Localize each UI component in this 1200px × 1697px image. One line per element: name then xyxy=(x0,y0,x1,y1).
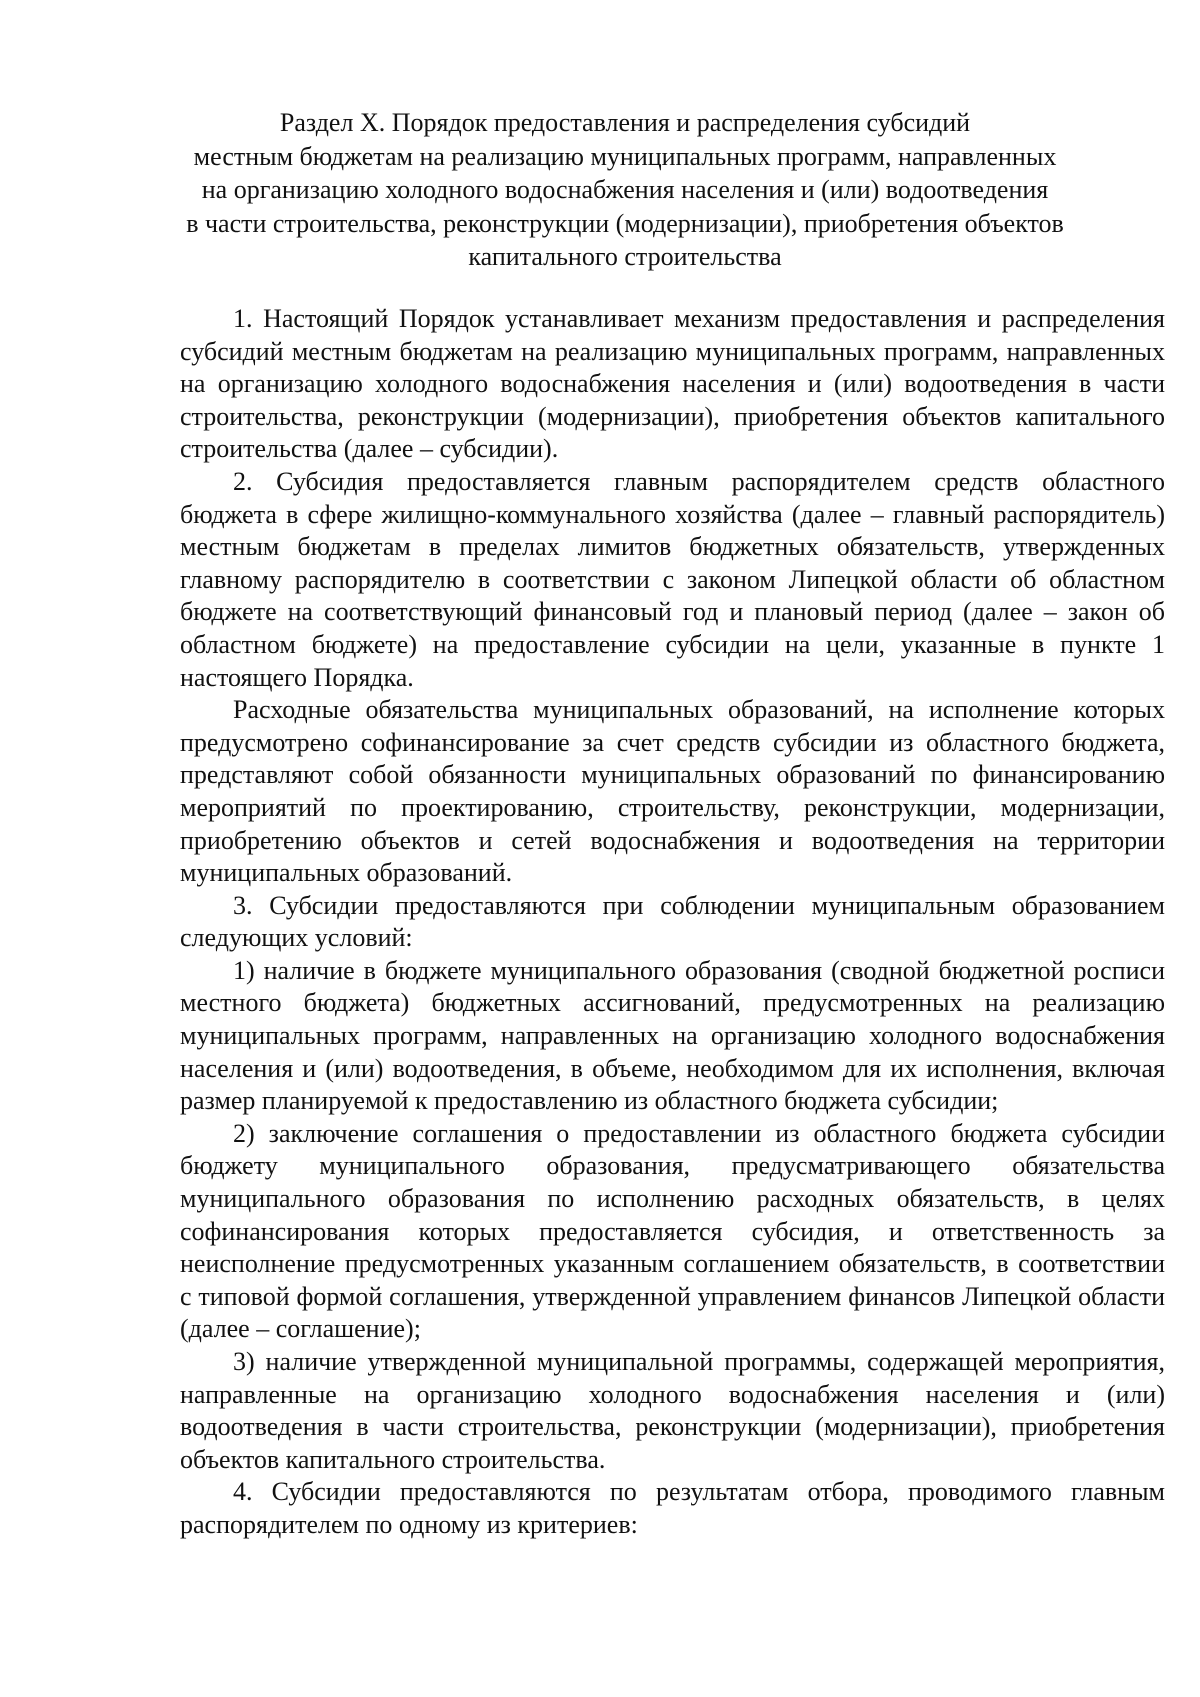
document-body xyxy=(180,303,1165,1542)
section-title-line: в части строительства, реконструкции (модернизации), приобретения объектов xyxy=(186,208,1064,238)
paragraph-condition-2: 2) заключение соглашения о предоставлении из областного бюджета субсидии бюджету муниципального образования, предусматривающего обязательства муниципального образования по исполнению расходных обязательств, в целях софинансирования которых предоставляется субсидия, и ответственность за неисполнение предусмотренных указанным соглашением обязательств, в соответствии с типовой формой соглашения, утвержденной управлением финансов Липецкой области (далее – соглашение); xyxy=(180,1118,1165,1344)
section-title-line: на организацию холодного водоснабжения населения и (или) водоотведения xyxy=(201,175,1049,204)
paragraph-expense-obligations: Расходные обязательства муниципальных образований, на исполнение которых предусмотрено софинансирование за счет средств субсидии из областного бюджета, представляют собой обязанности муниципальных образований по финансированию мероприятий по проектированию, строительству, реконструкции, модернизации, приобретению объектов и сетей водоснабжения и водоотведения на территории муниципальных образований. xyxy=(180,695,1165,888)
paragraph-item-3: 3. Субсидии предоставляются при соблюдении муниципальным образованием следующих условий: xyxy=(180,890,1165,953)
section-title-line: местным бюджетам на реализацию муниципальных программ, направленных xyxy=(193,141,1057,171)
section-title-line: капитального строительства xyxy=(468,242,782,271)
section-title xyxy=(160,106,1090,274)
paragraph-item-1: 1. Настоящий Порядок устанавливает механизм предоставления и распределения субсидий местным бюджетам на реализацию муниципальных программ, направленных на организацию холодного водоснабжения населения и (или) водоотведения в части строительства, реконструкции (модернизации), приобретения объектов капитального строительства (далее – субсидии). xyxy=(180,304,1165,464)
paragraph-item-2: 2. Субсидия предоставляется главным распорядителем средств областного бюджета в сфере жилищно-коммунального хозяйства (далее – главный распорядитель) местным бюджетам в пределах лимитов бюджетных обязательств, утвержденных главному распорядителю в соответствии с законом Липецкой области об областном бюджете на соответствующий финансовый год и плановый период (далее – закон об областном бюджете) на предоставление субсидии на цели, указанные в пункте 1 настоящего Порядка. xyxy=(180,466,1165,692)
paragraph-item-4: 4. Субсидии предоставляются по результатам отбора, проводимого главным распорядителем по одному из критериев: xyxy=(180,1477,1165,1539)
paragraph-condition-1: 1) наличие в бюджете муниципального образования (сводной бюджетной росписи местного бюджета) бюджетных ассигнований, предусмотренных на реализацию муниципальных программ, направленных на организацию холодного водоснабжения населения и (или) водоотведения, в объеме, необходимом для их исполнения, включая размер планируемой к предоставлению из областного бюджета субсидии; xyxy=(180,955,1165,1116)
paragraph-condition-3: 3) наличие утвержденной муниципальной программы, содержащей мероприятия, направленные на организацию холодного водоснабжения населения и (или) водоотведения в части строительства, реконструкции (модернизации), приобретения объектов капитального строительства. xyxy=(180,1347,1165,1474)
section-title-line: Раздел X. Порядок предоставления и распределения субсидий xyxy=(279,108,971,137)
